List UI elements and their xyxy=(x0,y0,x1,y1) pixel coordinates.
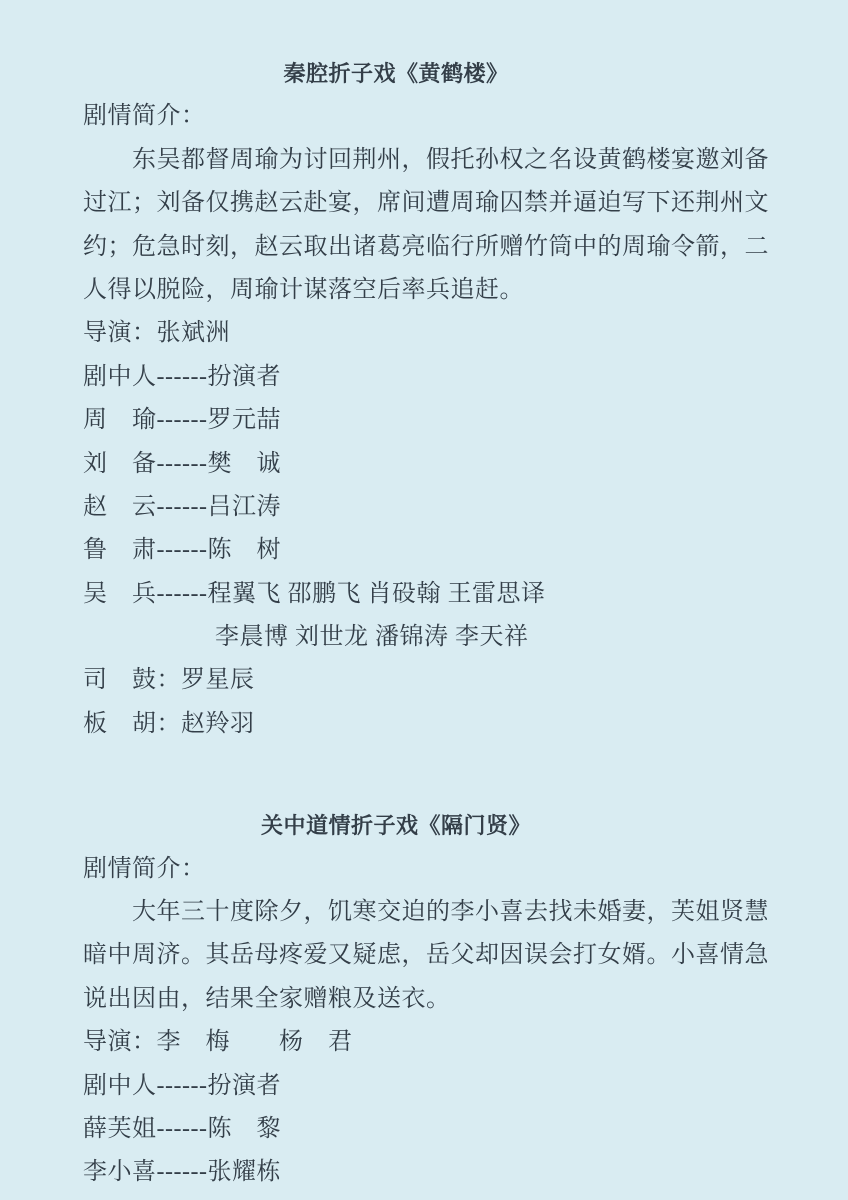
credit-line-banhu: 板 胡：赵羚羽 xyxy=(83,710,255,737)
credit-line: 薛芙姐------陈 黎 xyxy=(83,1115,281,1142)
play-title: 关中道情折子戏《隔门贤》 xyxy=(260,813,531,839)
section-divider-space xyxy=(83,746,765,804)
credit-line-director: 导演：张斌洲 xyxy=(83,320,230,347)
synopsis-line: 大年三十度除夕，饥寒交迫的李小喜去找未婚妻，芙姐贤慧 xyxy=(132,899,769,926)
synopsis-line: 人得以脱险，周瑜计谋落空后率兵追赶。 xyxy=(83,276,524,303)
credit-line: 刘 备------樊 诚 xyxy=(83,450,281,477)
synopsis-label: 剧情简介： xyxy=(83,103,206,130)
credit-line: 周 瑜------罗元喆 xyxy=(83,407,281,434)
credit-line-director: 导演：李 梅 杨 君 xyxy=(83,1029,353,1056)
synopsis-line: 约；危急时刻，赵云取出诸葛亮临行所赠竹筒中的周瑜令箭，二 xyxy=(83,233,769,260)
synopsis-line: 暗中周济。其岳母疼爱又疑虑，岳父却因误会打女婿。小喜情急 xyxy=(83,942,769,969)
play-section xyxy=(83,52,769,746)
synopsis-line: 东吴都督周瑜为讨回荆州，假托孙权之名设黄鹤楼宴邀刘备 xyxy=(132,146,769,173)
credit-line-drummer: 司 鼓：罗星辰 xyxy=(83,667,255,694)
credit-line-cast-header: 剧中人------扮演者 xyxy=(83,363,281,390)
credit-line: 李小喜------张耀栋 xyxy=(83,1159,281,1186)
synopsis-label: 剧情简介： xyxy=(83,855,206,882)
credit-line: 赵 云------吕江涛 xyxy=(83,493,281,520)
play-title: 秦腔折子戏《黄鹤楼》 xyxy=(283,61,509,86)
synopsis-line: 说出因由，结果全家赠粮及送衣。 xyxy=(83,985,451,1012)
play-section xyxy=(83,804,769,1195)
credit-line: 鲁 肃------陈 树 xyxy=(83,537,281,564)
credit-line: 吴 兵------程翼飞 邵鹏飞 肖砓翰 王雷思译 xyxy=(83,580,546,607)
credit-line-cast-header: 剧中人------扮演者 xyxy=(83,1072,281,1099)
synopsis-line: 过江；刘备仅携赵云赴宴，席间遭周瑜囚禁并逼迫写下还荆州文 xyxy=(83,190,769,217)
credit-line-continuation: 李晨博 刘世龙 潘锦涛 李天祥 xyxy=(215,624,529,651)
